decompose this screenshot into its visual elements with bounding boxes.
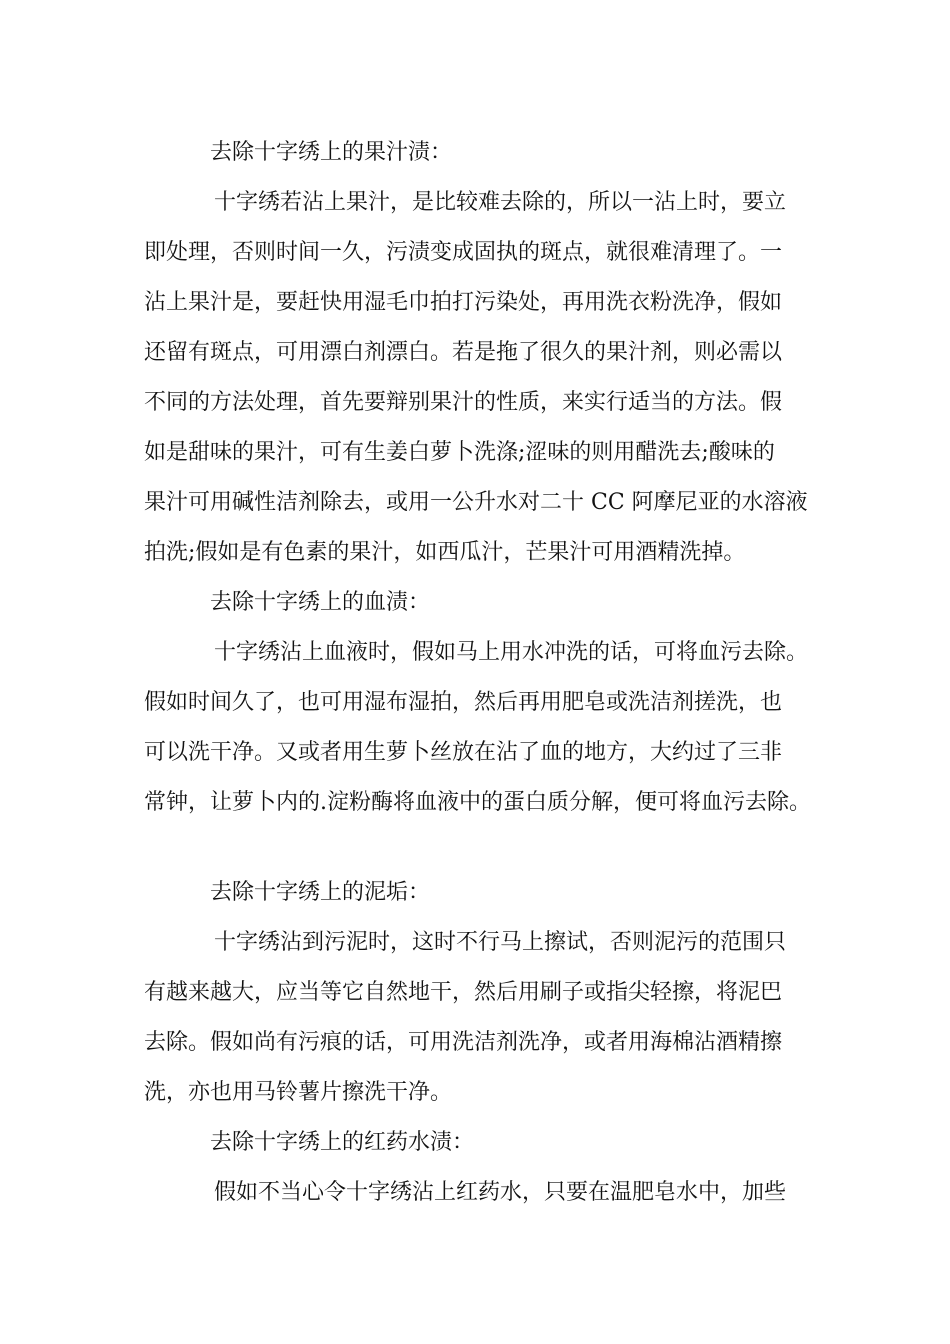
paragraph-line: 不同的方法处理，首先要辩别果汁的性质，来实行适当的方法。假 [144, 390, 783, 415]
section-heading-blood: 去除十字绣上的血渍： [210, 590, 431, 615]
paragraph-line: 假如不当心令十字绣沾上红药水，只要在温肥皂水中，加些 [214, 1180, 787, 1205]
paragraph-line: 常钟，让萝卜内的.淀粉酶将血液中的蛋白质分解，便可将血污去除。 [144, 790, 811, 815]
paragraph-line: 洗，亦也用马铃薯片擦洗干净。 [144, 1080, 453, 1105]
paragraph-line: 果汁可用碱性洁剂除去，或用一公升水对二十 CC 阿摩尼亚的水溶液 [144, 490, 808, 515]
section-paragraph-blood [144, 628, 824, 828]
section-heading-mercurochrome: 去除十字绣上的红药水渍： [210, 1130, 475, 1155]
section-paragraph-mercurochrome [144, 1168, 824, 1218]
paragraph-line: 有越来越大，应当等它自然地干，然后用刷子或指尖轻擦，将泥巴 [144, 980, 783, 1005]
paragraph-line: 沾上果汁是，要赶快用湿毛巾拍打污染处，再用洗衣粉洗净，假如 [144, 290, 783, 315]
paragraph-line: 可以洗干净。又或者用生萝卜丝放在沾了血的地方，大约过了三非 [144, 740, 783, 765]
paragraph-line: 拍洗;假如是有色素的果汁，如西瓜汁，芒果汁可用酒精洗掉。 [144, 540, 746, 565]
section-paragraph-juice [144, 178, 824, 578]
section-heading-mud: 去除十字绣上的泥垢： [210, 880, 431, 905]
document-body [144, 128, 824, 1218]
section-paragraph-mud [144, 918, 824, 1118]
paragraph-line: 即处理，否则时间一久，污渍变成固执的斑点，就很难清理了。一 [144, 240, 783, 265]
paragraph-line: 十字绣若沾上果汁，是比较难去除的，所以一沾上时，要立 [214, 190, 787, 215]
paragraph-line: 假如时间久了，也可用湿布湿拍，然后再用肥皂或洗洁剂搓洗，也 [144, 690, 783, 715]
blank-line [144, 828, 824, 868]
paragraph-line: 如是甜味的果汁，可有生姜白萝卜洗涤;涩味的则用醋洗去;酸味的 [144, 440, 775, 465]
paragraph-line: 还留有斑点，可用漂白剂漂白。若是拖了很久的果汁剂，则必需以 [144, 340, 783, 365]
paragraph-line: 十字绣沾到污泥时，这时不行马上擦试，否则泥污的范围只 [214, 930, 787, 955]
paragraph-line: 去除。假如尚有污痕的话，可用洗洁剂洗净，或者用海棉沾酒精擦 [144, 1030, 783, 1055]
section-heading-juice: 去除十字绣上的果汁渍： [210, 140, 453, 165]
paragraph-line: 十字绣沾上血液时，假如马上用水冲洗的话，可将血污去除。 [214, 640, 809, 665]
